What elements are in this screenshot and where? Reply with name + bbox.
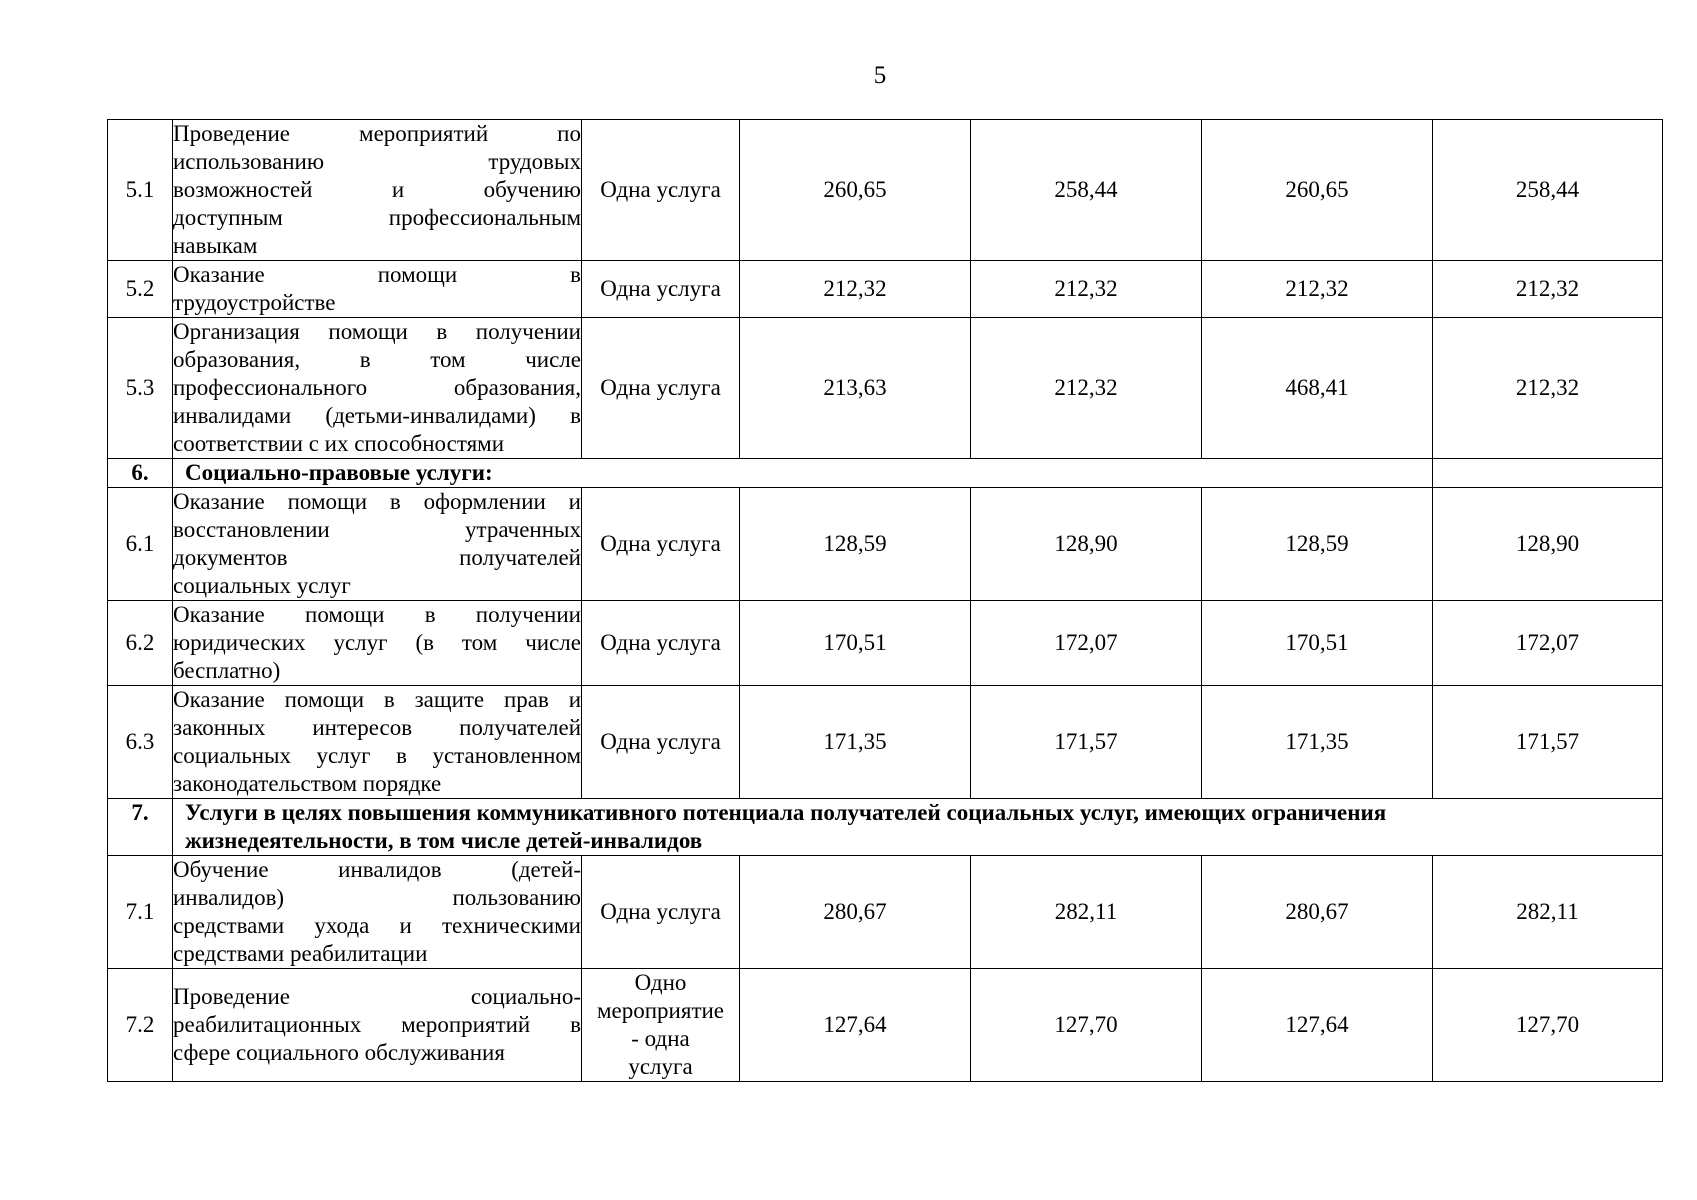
service-name-line: сфере социального обслуживания — [173, 1040, 505, 1065]
tariff-value: 171,35 — [1202, 686, 1433, 799]
service-name-line: Проведение мероприятий по — [173, 121, 581, 146]
section-header-row — [108, 799, 1663, 856]
tariff-value: 282,11 — [1433, 856, 1663, 969]
unit-of-service — [582, 969, 740, 1082]
tariff-value: 468,41 — [1202, 318, 1433, 459]
tariff-value: 260,65 — [740, 120, 971, 261]
service-name-line: бесплатно) — [173, 658, 281, 683]
tariff-value: 212,32 — [971, 318, 1202, 459]
section-title — [173, 799, 1663, 856]
service-name-line: Оказание помощи в защите прав и — [173, 687, 581, 712]
service-name-line: соответствии с их способностями — [173, 431, 505, 456]
service-name-line: профессионального образования, — [173, 375, 581, 400]
table-row — [108, 686, 1663, 799]
tariff-value: 172,07 — [971, 601, 1202, 686]
unit-line: Одна услуга — [600, 276, 721, 301]
row-number: 6.2 — [108, 601, 173, 686]
table-row — [108, 488, 1663, 601]
unit-line: услуга — [628, 1054, 693, 1079]
unit-line: Одна услуга — [600, 375, 721, 400]
row-number: 5.1 — [108, 120, 173, 261]
unit-line: Одна услуга — [600, 531, 721, 556]
tariff-value: 170,51 — [740, 601, 971, 686]
tariff-value: 212,32 — [1433, 261, 1663, 318]
section-title-line: жизнедеятельности, в том числе детей-инвалидов — [185, 828, 703, 853]
service-name-line: навыкам — [173, 233, 258, 258]
unit-of-service — [582, 488, 740, 601]
service-name-line: возможностей и обучению — [173, 177, 581, 202]
section-number: 7. — [108, 799, 173, 856]
service-name — [173, 686, 582, 799]
tariff-value: 212,32 — [971, 261, 1202, 318]
row-number: 7.2 — [108, 969, 173, 1082]
row-number: 5.3 — [108, 318, 173, 459]
service-name — [173, 120, 582, 261]
table-row — [108, 120, 1663, 261]
tariff-value: 213,63 — [740, 318, 971, 459]
empty-cell — [1433, 459, 1663, 488]
service-name-line: доступным профессиональным — [173, 205, 581, 230]
service-name-line: использованию трудовых — [173, 149, 581, 174]
unit-of-service — [582, 856, 740, 969]
table-row — [108, 601, 1663, 686]
tariff-value: 212,32 — [740, 261, 971, 318]
service-name-line: Оказание помощи в оформлении и — [173, 489, 581, 514]
tariff-value: 212,32 — [1433, 318, 1663, 459]
service-name-line: инвалидов) пользованию — [173, 885, 581, 910]
unit-line: Одна услуга — [600, 729, 721, 754]
unit-of-service — [582, 601, 740, 686]
section-header-row — [108, 459, 1663, 488]
service-name-line: средствами реабилитации — [173, 941, 428, 966]
service-name-line: Обучение инвалидов (детей- — [173, 857, 581, 882]
service-name-line: средствами ухода и техническими — [173, 913, 581, 938]
tariff-value: 128,59 — [1202, 488, 1433, 601]
tariff-value: 258,44 — [1433, 120, 1663, 261]
service-name-line: документов получателей — [173, 545, 581, 570]
tariff-value: 128,59 — [740, 488, 971, 601]
section-title-line: Услуги в целях повышения коммуникативного потенциала получателей социальных услуг, имеющих ограничения — [185, 800, 1387, 825]
unit-line: - одна — [631, 1026, 690, 1051]
service-name-line: юридических услуг (в том числе — [173, 630, 581, 655]
row-number: 5.2 — [108, 261, 173, 318]
service-name-line: образования, в том числе — [173, 347, 581, 372]
service-name-line: инвалидами (детьми-инвалидами) в — [173, 403, 581, 428]
service-name — [173, 261, 582, 318]
unit-of-service — [582, 120, 740, 261]
tariff-value: 260,65 — [1202, 120, 1433, 261]
table-body-sections-5-6 — [108, 120, 1663, 1082]
service-name-line: социальных услуг — [173, 573, 351, 598]
service-name-line: восстановлении утраченных — [173, 517, 581, 542]
unit-line: мероприятие — [596, 998, 725, 1023]
row-number: 7.1 — [108, 856, 173, 969]
row-number: 6.1 — [108, 488, 173, 601]
table-row — [108, 318, 1663, 459]
service-name-line: Проведение социально- — [173, 984, 581, 1009]
tariff-value: 128,90 — [971, 488, 1202, 601]
services-table — [107, 119, 1663, 1082]
tariff-value: 258,44 — [971, 120, 1202, 261]
service-name — [173, 488, 582, 601]
unit-line: Одна услуга — [600, 630, 721, 655]
page-number: 5 — [873, 62, 887, 89]
tariff-value: 127,64 — [740, 969, 971, 1082]
service-name-line: реабилитационных мероприятий в — [173, 1012, 581, 1037]
unit-of-service — [582, 261, 740, 318]
service-name-line: Оказание помощи в получении — [173, 602, 581, 627]
unit-line: Одна услуга — [600, 177, 721, 202]
unit-of-service — [582, 318, 740, 459]
table-row — [108, 856, 1663, 969]
section-title: Социально-правовые услуги: — [173, 459, 1433, 488]
service-name-line: Оказание помощи в — [173, 262, 581, 287]
tariff-value: 128,90 — [1433, 488, 1663, 601]
service-name-line: Организация помощи в получении — [173, 319, 581, 344]
tariff-value: 127,64 — [1202, 969, 1433, 1082]
service-name-line: законных интересов получателей — [173, 715, 581, 740]
tariff-value: 280,67 — [740, 856, 971, 969]
service-name — [173, 969, 582, 1082]
service-name — [173, 601, 582, 686]
service-name-line: законодательством порядке — [173, 771, 442, 796]
unit-of-service — [582, 686, 740, 799]
table-row — [108, 261, 1663, 318]
tariff-value: 280,67 — [1202, 856, 1433, 969]
tariff-value: 282,11 — [971, 856, 1202, 969]
tariff-value: 171,57 — [1433, 686, 1663, 799]
unit-line: Одно — [634, 970, 687, 995]
row-number: 6.3 — [108, 686, 173, 799]
tariff-value: 171,35 — [740, 686, 971, 799]
tariff-value: 170,51 — [1202, 601, 1433, 686]
service-name — [173, 856, 582, 969]
unit-line: Одна услуга — [600, 899, 721, 924]
tariff-value: 212,32 — [1202, 261, 1433, 318]
table-row — [108, 969, 1663, 1082]
service-name-line: трудоустройстве — [173, 290, 336, 315]
tariff-value: 127,70 — [1433, 969, 1663, 1082]
tariff-value: 127,70 — [971, 969, 1202, 1082]
tariff-value: 171,57 — [971, 686, 1202, 799]
service-name — [173, 318, 582, 459]
section-number: 6. — [108, 459, 173, 488]
tariff-value: 172,07 — [1433, 601, 1663, 686]
service-name-line: социальных услуг в установленном — [173, 743, 581, 768]
